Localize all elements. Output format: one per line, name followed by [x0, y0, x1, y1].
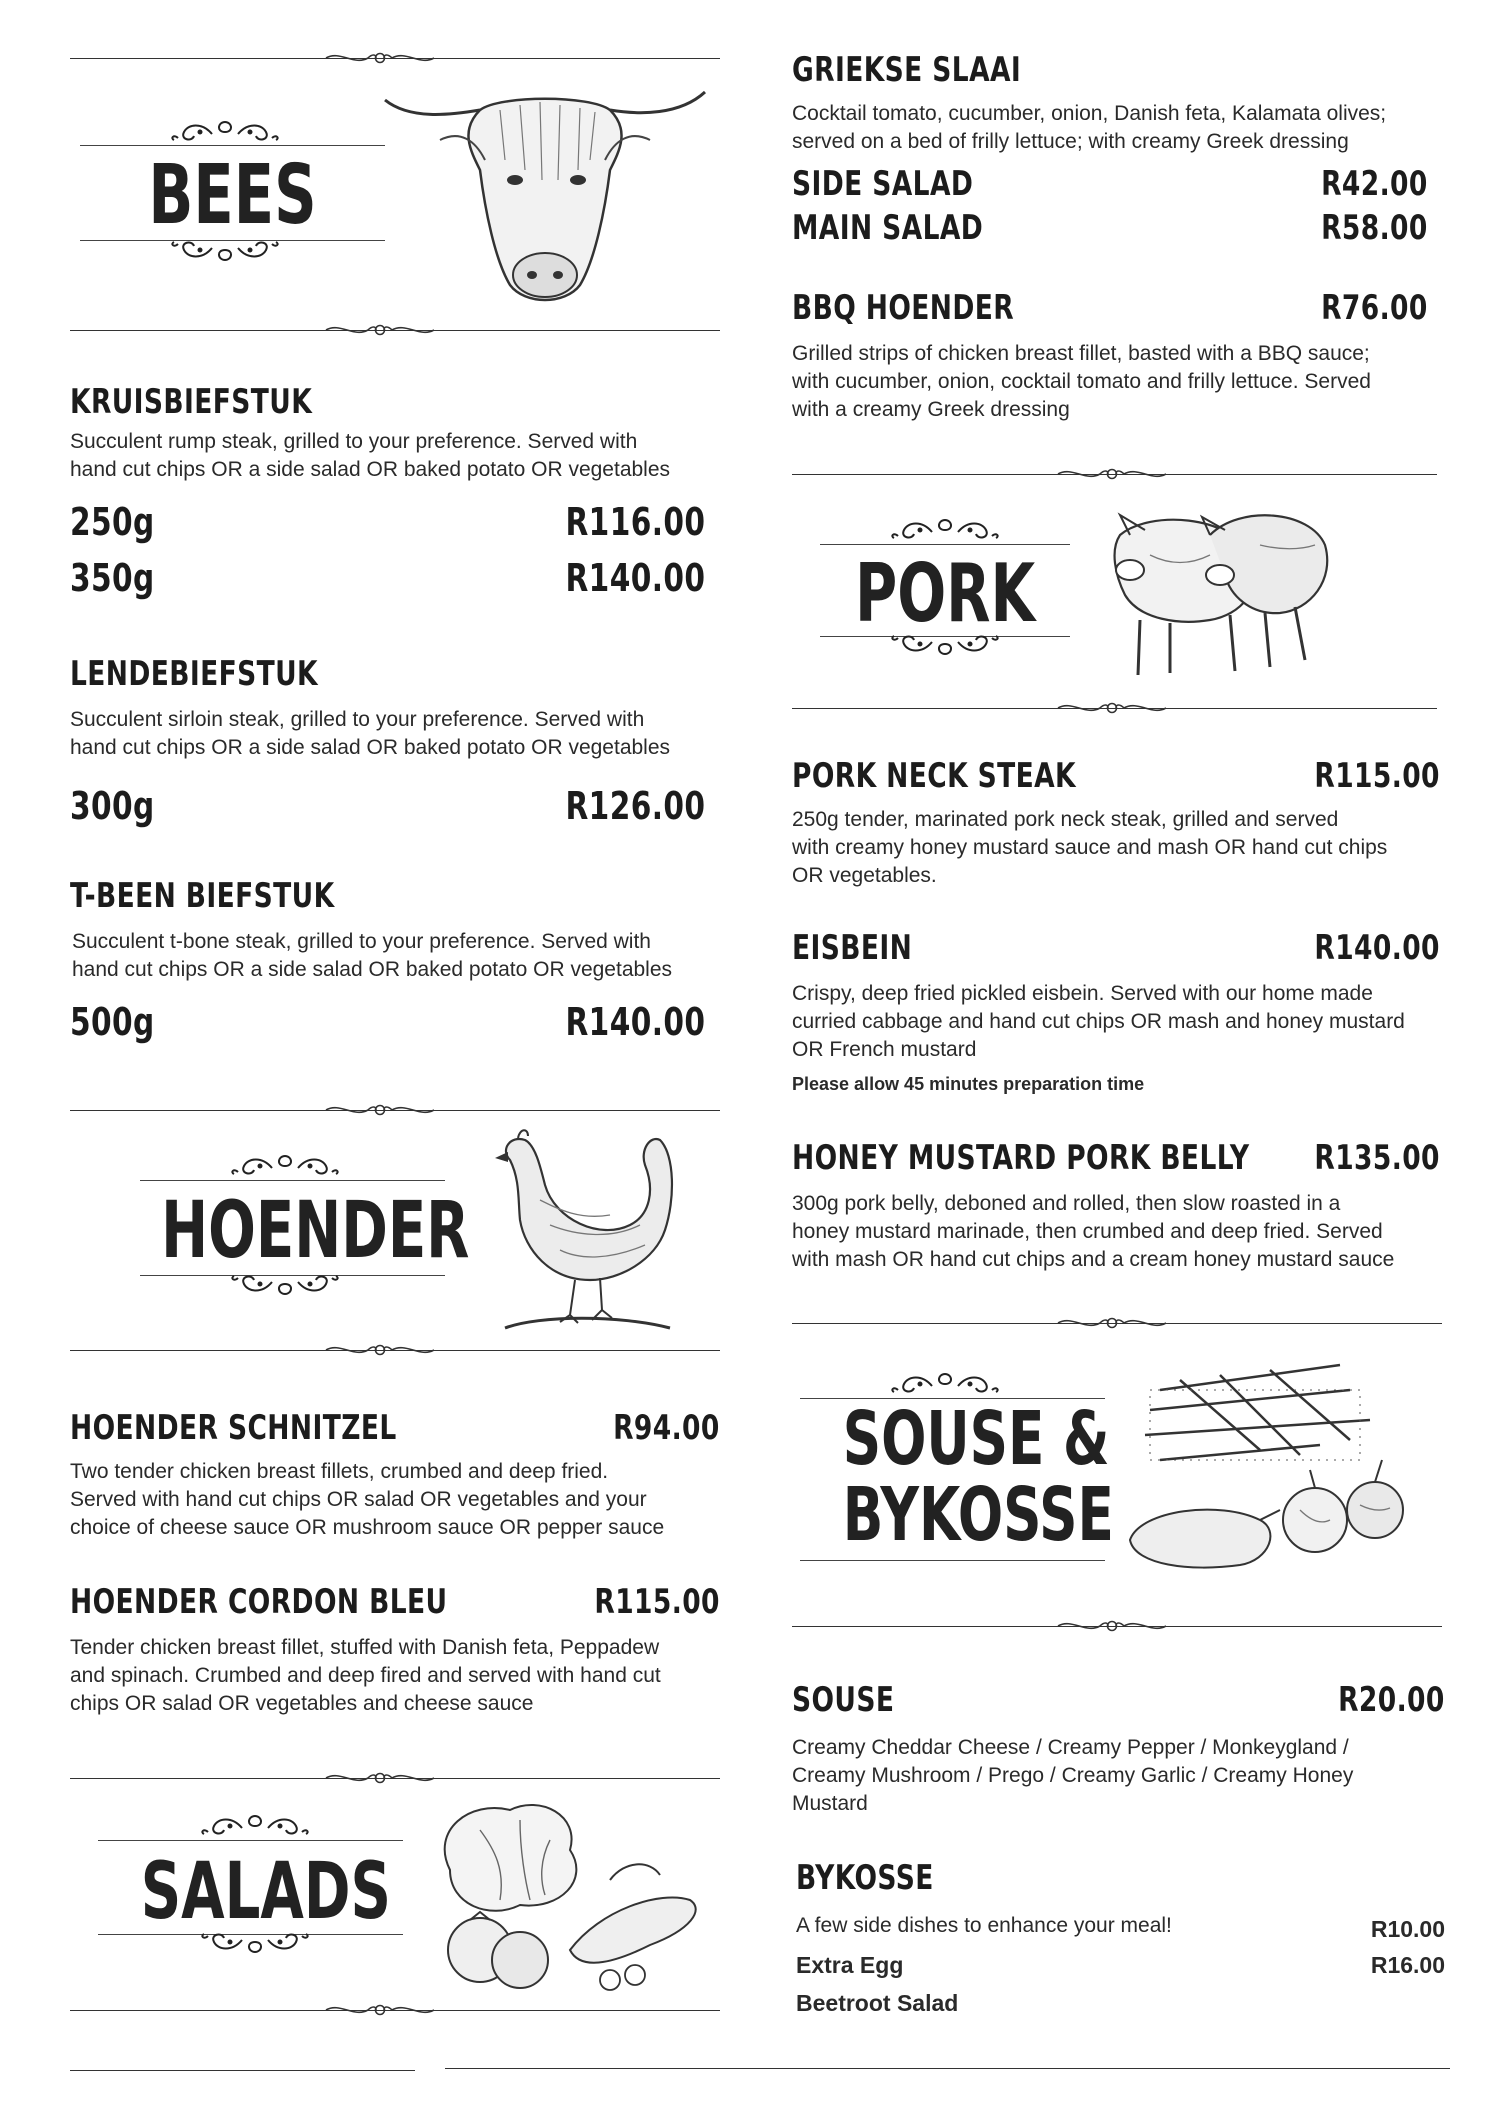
flourish-ornament	[320, 322, 440, 338]
menu-item-price: R115.00	[1314, 756, 1440, 796]
menu-item-description: OR French mustard	[792, 1038, 977, 1061]
flourish-ornament	[320, 1770, 440, 1786]
menu-item-description: with cucumber, onion, cocktail tomato and frilly lettuce. Served	[792, 370, 1371, 393]
flourish-ornament	[170, 238, 280, 264]
menu-item-note: Please allow 45 minutes preparation time	[792, 1074, 1145, 1094]
cow-illustration	[380, 70, 710, 310]
menu-item-name: KRUISBIEFSTUK	[70, 382, 313, 422]
flourish-ornament	[1052, 700, 1172, 716]
menu-item-description: hand cut chips OR a side salad OR baked potato OR vegetables	[70, 736, 671, 759]
menu-item-price: R116.00	[565, 500, 705, 544]
divider-line	[800, 1560, 1105, 1561]
side-dish-name: Extra Egg	[796, 1952, 904, 1978]
divider-line	[80, 240, 385, 241]
menu-item-price: R20.00	[1338, 1680, 1445, 1720]
menu-item-name: BYKOSSE	[796, 1858, 934, 1898]
menu-item-description: Creamy Cheddar Cheese / Creamy Pepper / Monkeygland /	[792, 1736, 1349, 1759]
menu-item-description: honey mustard marinade, then crumbed and deep fried. Served	[792, 1220, 1383, 1243]
menu-item-description: Mustard	[792, 1792, 868, 1815]
menu-item-name: GRIEKSE SLAAI	[792, 50, 1022, 90]
menu-item-description: 300g pork belly, deboned and rolled, then slow roasted in a	[792, 1192, 1341, 1215]
menu-item-name: HOENDER CORDON BLEU	[70, 1582, 448, 1622]
menu-item-name: T-BEEN BIEFSTUK	[70, 876, 335, 916]
menu-item-description: Succulent sirloin steak, grilled to your preference. Served with	[70, 708, 645, 731]
menu-item-size: MAIN SALAD	[792, 208, 984, 248]
menu-item-description: choice of cheese sauce OR mushroom sauce OR pepper sauce	[70, 1516, 665, 1539]
menu-item-name: EISBEIN	[792, 928, 913, 968]
menu-item-description: served on a bed of frilly lettuce; with creamy Greek dressing	[792, 130, 1349, 153]
flourish-ornament	[320, 2002, 440, 2018]
divider-line	[80, 145, 385, 146]
menu-item-description: 250g tender, marinated pork neck steak, grilled and served	[792, 808, 1339, 831]
menu-item-description: Succulent t-bone steak, grilled to your preference. Served with	[72, 930, 651, 953]
menu-item-name: HONEY MUSTARD PORK BELLY	[792, 1138, 1250, 1178]
menu-item-price: R42.00	[1321, 164, 1428, 204]
side-dish-price: R16.00	[1370, 1952, 1445, 1978]
menu-item-description: OR vegetables.	[792, 864, 937, 887]
menu-item-description: with a creamy Greek dressing	[792, 398, 1070, 421]
menu-item-size: 500g	[70, 1000, 155, 1044]
chicken-illustration	[480, 1110, 680, 1335]
menu-item-description: A few side dishes to enhance your meal!	[796, 1914, 1172, 1937]
menu-item-description: chips OR salad OR vegetables and cheese sauce	[70, 1692, 534, 1715]
menu-item-price: R140.00	[1314, 928, 1440, 968]
menu-item-description: with creamy honey mustard sauce and mash OR hand cut chips	[792, 836, 1388, 859]
menu-item-description: Served with hand cut chips OR salad OR vegetables and your	[70, 1488, 647, 1511]
vegetables-illustration	[1120, 1360, 1425, 1575]
flourish-ornament	[170, 118, 280, 144]
menu-item-price: R140.00	[565, 556, 705, 600]
flourish-ornament	[1052, 1618, 1172, 1634]
divider-line	[445, 2068, 1450, 2069]
flourish-ornament	[890, 632, 1000, 658]
menu-item-price: R115.00	[594, 1582, 720, 1622]
flourish-ornament	[230, 1152, 340, 1178]
menu-item-description: Cocktail tomato, cucumber, onion, Danish feta, Kalamata olives;	[792, 102, 1387, 125]
menu-item-description: and spinach. Crumbed and deep fired and served with hand cut	[70, 1664, 661, 1687]
flourish-ornament	[200, 1812, 310, 1838]
menu-item-size: 350g	[70, 556, 155, 600]
menu-item-price: R76.00	[1321, 288, 1428, 328]
flourish-ornament	[1052, 466, 1172, 482]
section-title-salads: SALADS	[140, 1847, 391, 1937]
menu-item-price: R135.00	[1314, 1138, 1440, 1178]
section-title-souse: SOUSE &	[842, 1396, 1110, 1482]
side-dish-name: Beetroot Salad	[796, 1990, 959, 2016]
menu-item-description: curried cabbage and hand cut chips OR mash and honey mustard	[792, 1010, 1405, 1033]
divider-line	[70, 2070, 415, 2071]
menu-item-description: Crispy, deep fried pickled eisbein. Served with our home made	[792, 982, 1373, 1005]
section-title-pork: PORK	[855, 547, 1036, 640]
menu-item-price: R58.00	[1321, 208, 1428, 248]
menu-item-size: 250g	[70, 500, 155, 544]
menu-item-name: BBQ HOENDER	[792, 288, 1015, 328]
menu-item-description: hand cut chips OR a side salad OR baked potato OR vegetables	[72, 958, 673, 981]
menu-item-price: R140.00	[565, 1000, 705, 1044]
menu-item-size: SIDE SALAD	[792, 164, 974, 204]
menu-item-name: HOENDER SCHNITZEL	[70, 1408, 397, 1448]
flourish-ornament	[320, 1102, 440, 1118]
menu-item-description: Succulent rump steak, grilled to your preference. Served with	[70, 430, 638, 453]
menu-item-description: Two tender chicken breast fillets, crumbed and deep fried.	[70, 1460, 609, 1483]
flourish-ornament	[200, 1930, 310, 1956]
divider-line	[140, 1180, 445, 1181]
menu-item-name: LENDEBIEFSTUK	[70, 654, 319, 694]
section-title-bees: BEES	[148, 148, 317, 243]
section-title-hoender: HOENDER	[161, 1186, 470, 1276]
flourish-ornament	[890, 1370, 1000, 1396]
salad-illustration	[410, 1790, 710, 2000]
menu-item-description: with mash OR hand cut chips and a cream honey mustard sauce	[792, 1248, 1395, 1271]
flourish-ornament	[320, 50, 440, 66]
divider-line	[820, 544, 1070, 545]
menu-item-description: Creamy Mushroom / Prego / Creamy Garlic / Creamy Honey	[792, 1764, 1354, 1787]
menu-item-size: 300g	[70, 784, 155, 828]
pigs-illustration	[1090, 495, 1340, 685]
menu-item-description: Grilled strips of chicken breast fillet, basted with a BBQ sauce;	[792, 342, 1370, 365]
menu-item-name: SOUSE	[792, 1680, 895, 1720]
menu-item-name: PORK NECK STEAK	[792, 756, 1076, 796]
side-dish-price: R10.00	[1370, 1916, 1445, 1942]
menu-item-price: R94.00	[613, 1408, 720, 1448]
flourish-ornament	[1052, 1315, 1172, 1331]
flourish-ornament	[320, 1342, 440, 1358]
menu-item-description: hand cut chips OR a side salad OR baked potato OR vegetables	[70, 458, 671, 481]
flourish-ornament	[230, 1272, 340, 1298]
flourish-ornament	[890, 516, 1000, 542]
section-title-bykosse: BYKOSSE	[842, 1472, 1114, 1558]
menu-item-price: R126.00	[565, 784, 705, 828]
menu-item-description: Tender chicken breast fillet, stuffed with Danish feta, Peppadew	[70, 1636, 660, 1659]
divider-line	[98, 1840, 403, 1841]
